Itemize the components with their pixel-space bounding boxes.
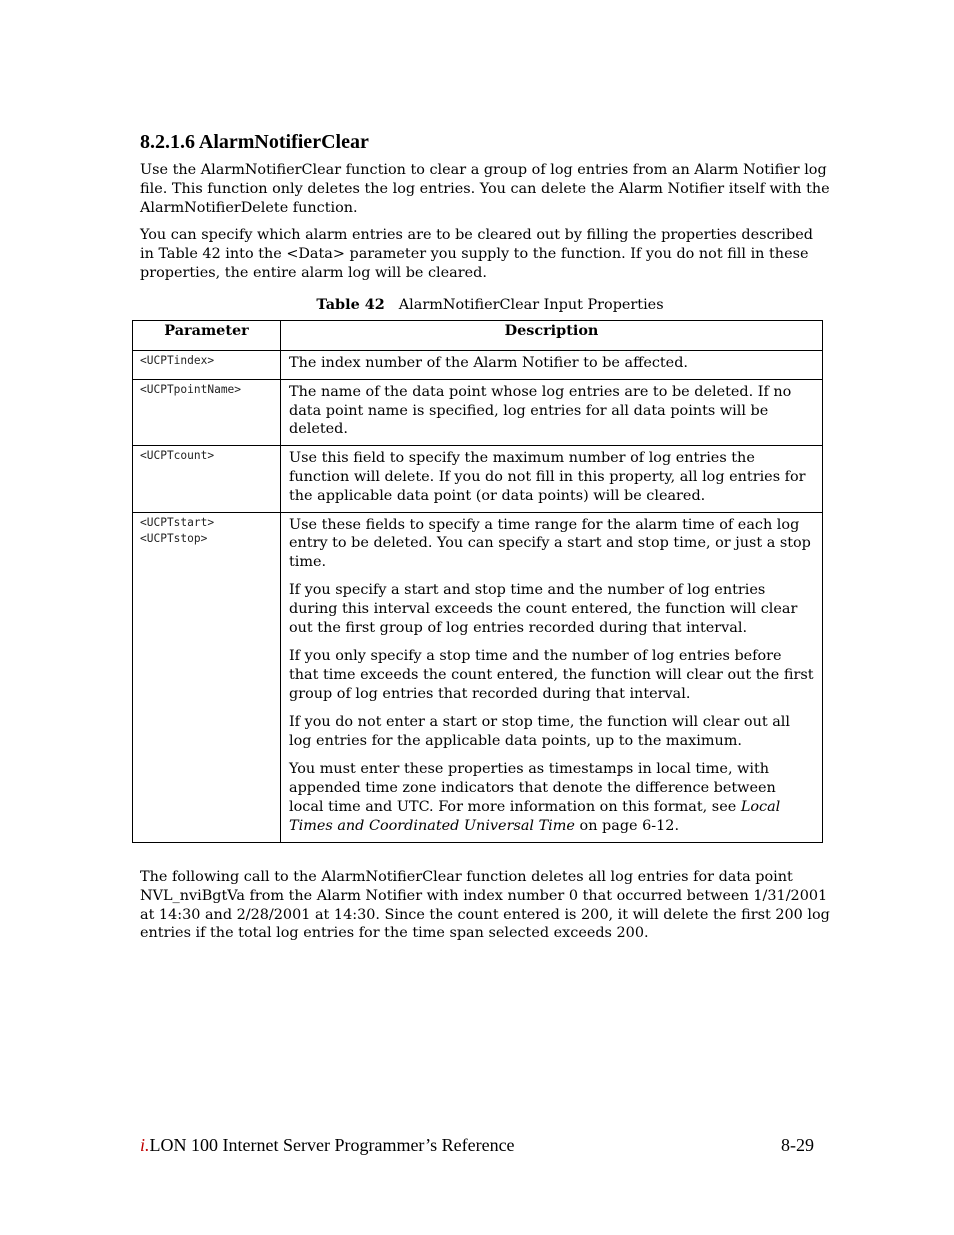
intro-paragraph-2: You can specify which alarm entries are to be cleared out by filling the properties described in Table 42 into the <Data> parameter you supply to the function. If you do not fill in these properties, the entire alarm log will be cleared. (140, 227, 813, 281)
table-caption (140, 296, 840, 313)
page-number: 8-29 (781, 1135, 814, 1155)
header-description: Description (281, 321, 823, 351)
param-ucptstop: <UCPTstop> (140, 531, 208, 545)
param-ucptpointname: <UCPTpointName> (133, 379, 281, 445)
table-header-row (133, 321, 823, 351)
description-text: If you specify a start and stop time and the number of log entries during this interval exceeds the count entered, the function will clear out the first group of log entries recorded during that interval. (289, 582, 798, 637)
page-reference-text: on page 6-12. (574, 817, 680, 834)
description-text: The index number of the Alarm Notifier to be affected. (289, 355, 688, 371)
footer-title (140, 1135, 515, 1156)
example-paragraph: The following call to the AlarmNotifierClear function deletes all log entries for data point NVL_nviBgtVa from the Alarm Notifier with index number 0 that occurred between 1/31/2001 at 14:30 and 2/28/2001 at 14:30. Since the count entered is 200, it will delete the first 200 log entries if the total log entries for the time span selected exceeds 200. (140, 869, 830, 942)
table-row (133, 379, 823, 445)
description-cell (281, 351, 823, 380)
description-text: Use these fields to specify a time range for the alarm time of each log entry to be deleted. You can specify a start and stop time, or just a stop time. (289, 516, 811, 571)
table-row (133, 512, 823, 842)
param-ucptindex: <UCPTindex> (133, 351, 281, 380)
description-text: Use this field to specify the maximum number of log entries the function will delete. If you do not fill in this property, all log entries for the applicable data point (or data points) will be cleared. (289, 450, 806, 504)
header-parameter: Parameter (133, 321, 281, 351)
brand-prefix: i. (140, 1135, 150, 1155)
description-text: If you only specify a stop time and the number of log entries before that time exceeds the count entered, the function will clear out the first group of log entries that recorded during that interval. (289, 648, 814, 702)
input-properties-table (132, 320, 823, 843)
description-text-timestamps (289, 760, 814, 835)
description-text: The name of the data point whose log entries are to be deleted. If no data point name is specified, log entries for all data points will be deleted. (289, 383, 792, 438)
description-cell (281, 446, 823, 512)
param-ucptcount: <UCPTcount> (133, 446, 281, 512)
description-cell (281, 512, 823, 842)
cross-reference-link[interactable]: Local Times and Coordinated Universal Time (289, 798, 781, 834)
description-cell (281, 379, 823, 445)
description-text: If you do not enter a start or stop time, the function will clear out all log entries for the applicable data points, up to the maximum. (289, 714, 791, 750)
param-ucptstart: <UCPTstart> (140, 515, 215, 529)
table-caption-title: AlarmNotifierClear Input Properties (398, 297, 664, 313)
timestamps-text: You must enter these properties as timestamps in local time, with appended time zone indicators that denote the difference between local time and UTC. For more information on this format, see (289, 761, 776, 815)
intro-paragraph-1: Use the AlarmNotifierClear function to clear a group of log entries from an Alarm Notifier log file. This function only deletes the log entries. You can delete the Alarm Notifier itself with the AlarmNotifierDelete function. (140, 162, 830, 216)
footer-title-text: LON 100 Internet Server Programmer’s Reference (149, 1135, 515, 1155)
table-row (133, 351, 823, 380)
table-row (133, 446, 823, 512)
param-ucptstart-stop (133, 512, 281, 842)
section-heading: 8.2.1.6 AlarmNotifierClear (140, 131, 369, 153)
table-caption-label: Table 42 (316, 296, 385, 313)
